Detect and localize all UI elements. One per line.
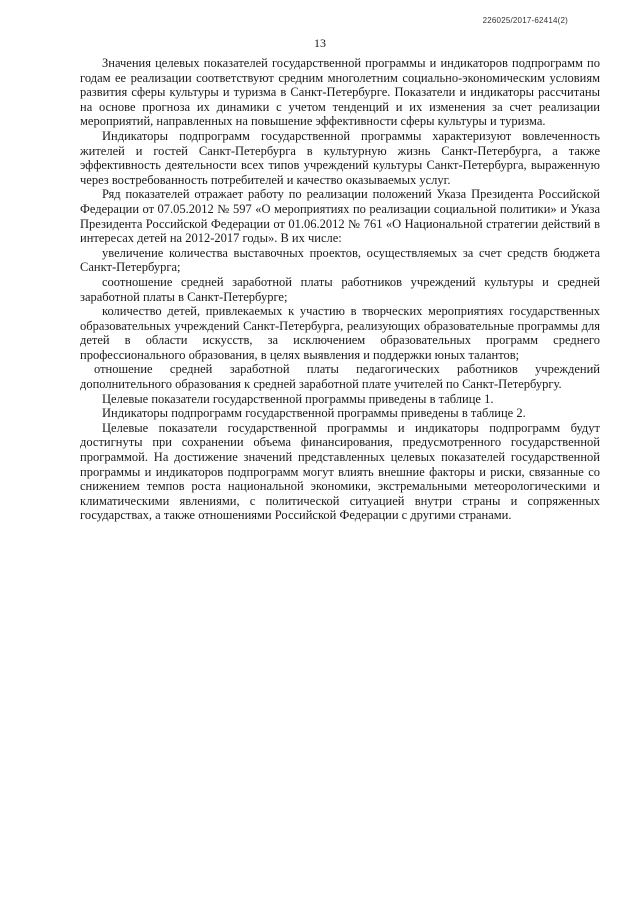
page-number: 13 [314, 36, 326, 50]
paragraph-table-1-reference: Целевые показатели государственной программы приведены в таблице 1. [102, 391, 494, 406]
paragraph-risks: Целевые показатели государственной программы и индикаторы подпрограмм будут достигнуты при сохранении объема финансирования, предусмотренного государственной программой. На достижение значений представленных целевых показателей государственной программы и индикаторов подпрограмм могут влиять внешние факторы и риски, связанные со снижением темпов роста национальной экономики, экстремальными метеорологическими и климатическими явлениями, с политической ситуацией внутри страны и сопряженных государствах, а также отношениями Российской Федерации с другими странами. [80, 420, 600, 523]
paragraph-target-values: Значения целевых показателей государственной программы и индикаторов подпрограмм по годам ее реализации соответствуют средним многолетним социально-экономическим условиям развития сферы культуры и туризма в Санкт-Петербурге. Показатели и индикаторы рассчитаны на основе прогноза их динамики с учетом тенденций и их изменения за счет реализации мероприятий, направленных на повышение эффективности сферы культуры и туризма. [80, 56, 600, 129]
document-body [80, 56, 600, 523]
list-item-salary-ratio-culture: соотношение средней заработной платы работников учреждений культуры и средней заработной платы в Санкт-Петербурге; [80, 274, 600, 304]
list-item-salary-ratio-teachers: отношение средней заработной платы педагогических работников учреждений дополнительного образования к средней заработной плате учителей по Санкт-Петербургу. [80, 362, 600, 392]
document-id: 226025/2017-62414(2) [482, 16, 568, 25]
list-item-exhibition-projects: увеличение количества выставочных проектов, осуществляемых за счет средств бюджета Санкт-Петербурга; [80, 245, 600, 275]
paragraph-subprogram-indicators: Индикаторы подпрограмм государственной программы характеризуют вовлеченность жителей и гостей Санкт-Петербурга в культурную жизнь Санкт-Петербурга, а также эффективность деятельности всех типов учреждений культуры Санкт-Петербурга, выраженную через востребованность потребителей и качество оказываемых услуг. [80, 128, 600, 187]
paragraph-presidential-decrees: Ряд показателей отражает работу по реализации положений Указа Президента Российской Федерации от 07.05.2012 № 597 «О мероприятиях по реализации социальной политики» и Указа Президента Российской Федерации от 01.06.2012 № 761 «О Национальной стратегии действий в интересах детей на 2012-2017 годы». В их числе: [80, 187, 600, 246]
list-item-children-involvement: количество детей, привлекаемых к участию в творческих мероприятиях государственных образовательных учреждений Санкт-Петербурга, реализующих образовательные программы для детей в области искусств, за исключением образовательных программ среднего профессионального образования, в целях выявления и поддержки юных талантов; [80, 304, 600, 362]
paragraph-table-2-reference: Индикаторы подпрограмм государственной программы приведены в таблице 2. [102, 406, 526, 421]
